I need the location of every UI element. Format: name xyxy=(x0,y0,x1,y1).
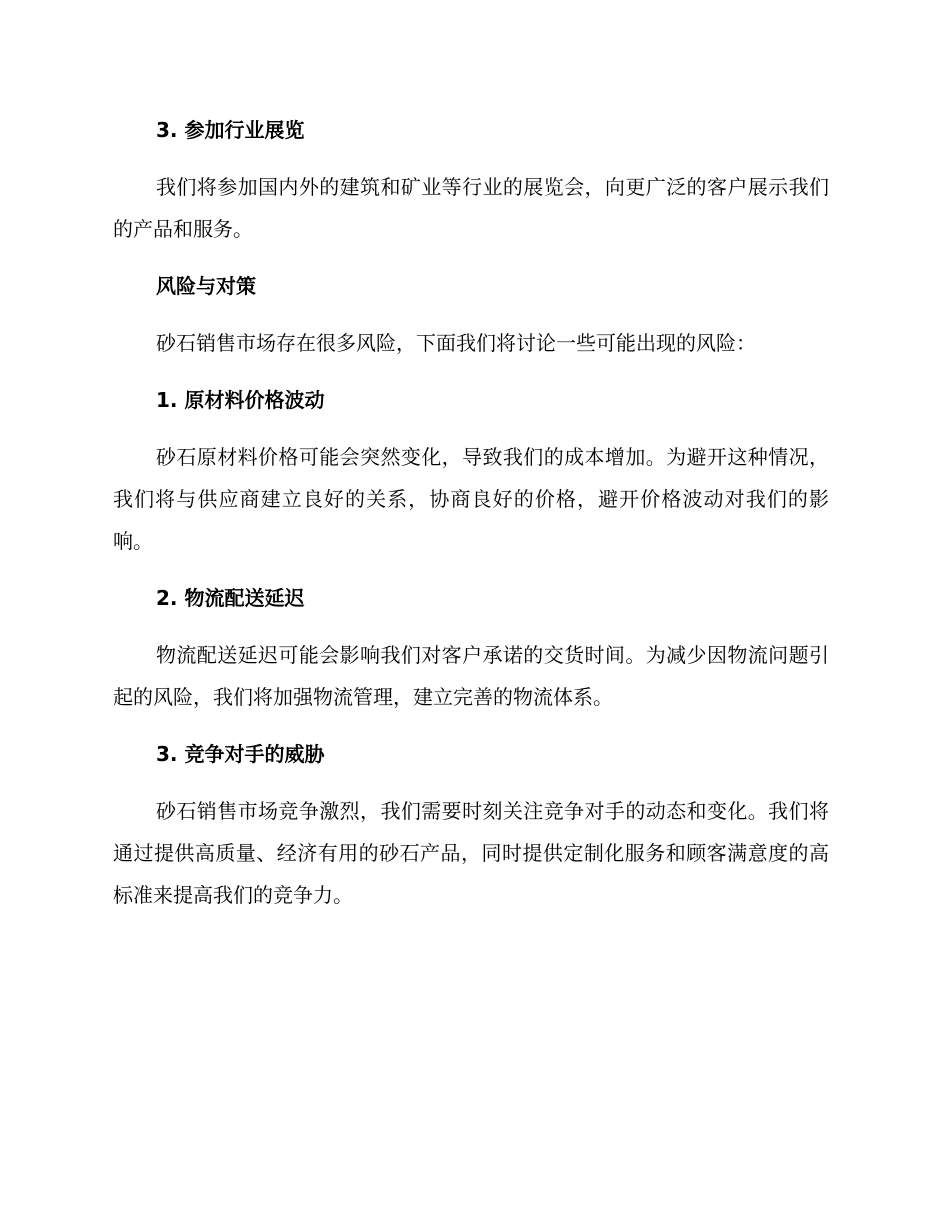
section-heading-risks: 风险与对策 xyxy=(156,274,256,298)
section-paragraph-competition: 砂石销售市场竞争激烈，我们需要时刻关注竞争对手的动态和变化。我们将通过提供高质量、经济有用的砂石产品，同时提供定制化服务和顾客满意度的高标准来提高我们的竞争力。 xyxy=(113,799,829,907)
section-heading-exhibition: 3. 参加行业展览 xyxy=(156,118,305,142)
section-heading-logistics: 2. 物流配送延迟 xyxy=(156,586,305,610)
section-heading-raw-material: 1. 原材料价格波动 xyxy=(156,388,325,412)
section-paragraph-risks: 砂石销售市场存在很多风险，下面我们将讨论一些可能出现的风险： xyxy=(156,331,756,355)
section-paragraph-logistics: 物流配送延迟可能会影响我们对客户承诺的交货时间。为减少因物流问题引起的风险，我们将加强物流管理，建立完善的物流体系。 xyxy=(113,643,829,709)
section-paragraph-exhibition: 我们将参加国内外的建筑和矿业等行业的展览会，向更广泛的客户展示我们的产品和服务。 xyxy=(113,175,829,241)
section-paragraph-raw-material: 砂石原材料价格可能会突然变化，导致我们的成本增加。为避开这种情况，我们将与供应商建立良好的关系，协商良好的价格，避开价格波动对我们的影响。 xyxy=(113,445,829,553)
section-heading-competition: 3. 竞争对手的威胁 xyxy=(156,742,325,766)
document-body xyxy=(113,110,829,916)
